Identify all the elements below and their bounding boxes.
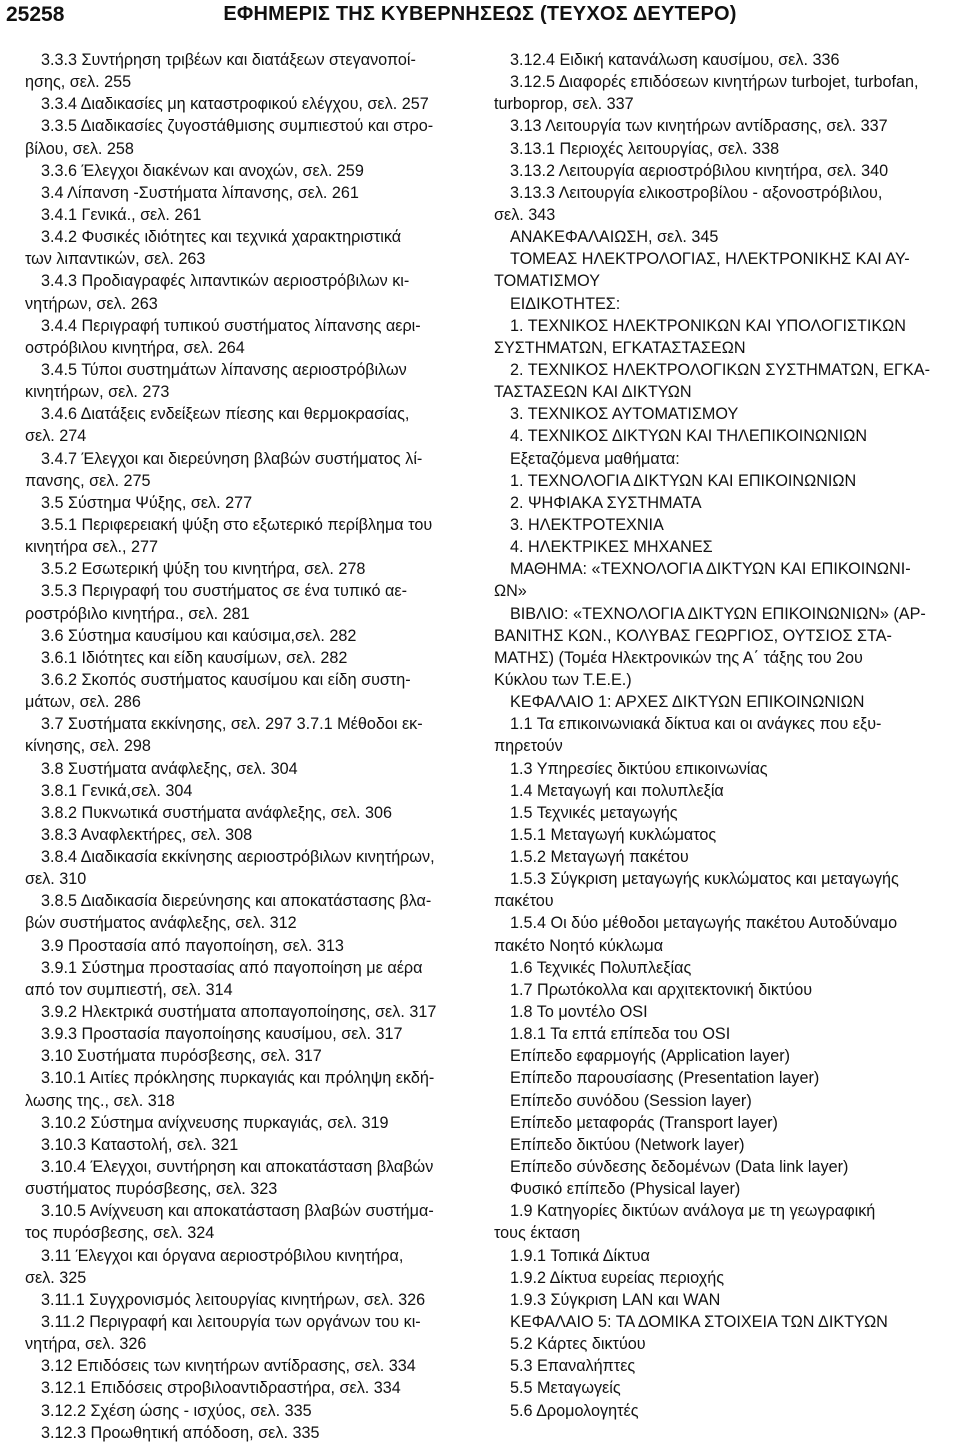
text-line: 3.10 Συστήματα πυρόσβεσης, σελ. 317 (41, 1047, 322, 1066)
text-line: 3.5.1 Περιφερειακή ψύξη στο εξωτερικό περίβλημα του (41, 515, 433, 534)
text-line: ΒΑΝΙΤΗΣ ΚΩΝ., ΚΟΛΥΒΑΣ ΓΕΩΡΓΙΟΣ, ΟΥΤΣΙΟΣ ΣΤΑ- (494, 626, 892, 645)
left-column (25, 49, 466, 1444)
text-line: 3.9.3 Προστασία παγοποίησης καυσίμου, σελ. 317 (41, 1025, 403, 1044)
text-line: συστήματος πυρόσβεσης, σελ. 323 (25, 1180, 278, 1199)
page-header (0, 0, 960, 40)
text-line: ΤΟΜΕΑΣ ΗΛΕΚΤΡΟΛΟΓΙΑΣ, ΗΛΕΚΤΡΟΝΙΚΗΣ ΚΑΙ ΑΥ- (510, 250, 910, 269)
text-line: 3.12.2 Σχέση ώσης - ισχύος, σελ. 335 (41, 1401, 312, 1420)
text-line: πηρετούν (494, 737, 563, 756)
text-line: 3.8.2 Πυκνωτικά συστήματα ανάφλεξης, σελ. 306 (41, 803, 392, 822)
text-line: ροστρόβιλο κινητήρα., σελ. 281 (25, 604, 250, 623)
text-line: βίλου, σελ. 258 (25, 139, 134, 158)
text-line: σελ. 343 (494, 205, 556, 224)
text-line: 3.10.1 Αιτίες πρόκλησης πυρκαγιάς και πρόληψη εκδή- (41, 1069, 435, 1088)
text-line: 2. ΤΕΧΝΙΚΟΣ ΗΛΕΚΤΡΟΛΟΓΙΚΩΝ ΣΥΣΤΗΜΑΤΩΝ, ΕΓΚΑ- (510, 360, 930, 379)
text-line: 3.11 Έλεγχοι και όργανα αεριοστρόβιλου κινητήρα, (41, 1246, 404, 1265)
text-line: 3.12.3 Προωθητική απόδοση, σελ. 335 (41, 1423, 320, 1442)
text-line: οστρόβιλου κινητήρα, σελ. 264 (25, 338, 245, 357)
text-line: 1.5 Τεχνικές μεταγωγής (510, 803, 678, 822)
text-line: 1.5.3 Σύγκριση μεταγωγής κυκλώματος και μεταγωγής (510, 870, 899, 889)
text-line: 3.10.5 Ανίχνευση και αποκατάσταση βλαβών συστήμα- (41, 1202, 434, 1221)
text-line: 3.6.2 Σκοπός συστήματος καυσίμου και είδη συστη- (41, 670, 411, 689)
text-line: ΤΑΣΤΑΣΕΩΝ ΚΑΙ ΔΙΚΤΥΩΝ (494, 383, 692, 402)
text-line: 1.5.1 Μεταγωγή κυκλώματος (510, 825, 717, 844)
text-line: 3.4.5 Τύποι συστημάτων λίπανσης αεριοστρόβιλων (41, 360, 407, 379)
text-line: 3.6 Σύστημα καυσίμου και καύσιμα,σελ. 282 (41, 626, 357, 645)
text-line: 1.9.3 Σύγκριση LAN και WAN (510, 1290, 721, 1309)
text-line: 3.9 Προστασία από παγοποίηση, σελ. 313 (41, 936, 344, 955)
text-line: κίνησης, σελ. 298 (25, 737, 151, 756)
text-line: ΚΕΦΑΛΑΙΟ 5: ΤΑ ΔΟΜΙΚΑ ΣΤΟΙΧΕΙΑ ΤΩΝ ΔΙΚΤΥΩΝ (510, 1313, 888, 1332)
text-line: Εξεταζόμενα μαθήματα: (510, 449, 680, 468)
text-line: των λιπαντικών, σελ. 263 (25, 250, 206, 269)
text-line: 1.1 Τα επικοινωνιακά δίκτυα και οι ανάγκες που εξυ- (510, 715, 882, 734)
text-line: ΜΑΘΗΜΑ: «ΤΕΧΝΟΛΟΓΙΑ ΔΙΚΤΥΩΝ ΚΑΙ ΕΠΙΚΟΙΝΩΝΙ- (510, 560, 911, 579)
text-line: 3.8.5 Διαδικασία διερεύνησης και αποκατάστασης βλα- (41, 892, 432, 911)
text-line: 1.4 Μεταγωγή και πολυπλεξία (510, 781, 724, 800)
text-line: Επίπεδο σύνδεσης δεδομένων (Data link layer) (510, 1158, 849, 1177)
page-number: 25258 (6, 3, 65, 26)
text-line: 3.5 Σύστημα Ψύξης, σελ. 277 (41, 493, 253, 512)
text-line: Επίπεδο δικτύου (Network layer) (510, 1135, 745, 1154)
text-line: πακέτο Νοητό κύκλωμα (494, 936, 664, 955)
text-line: τους έκταση (494, 1224, 581, 1243)
text-line: πακέτου (494, 892, 554, 911)
text-line: 1.9.1 Τοπικά Δίκτυα (510, 1246, 650, 1265)
text-line: 5.5 Μεταγωγείς (510, 1379, 621, 1398)
text-line: ΑΝΑΚΕΦΑΛΑΙΩΣΗ, σελ. 345 (510, 228, 719, 247)
text-line: 3.10.2 Σύστημα ανίχνευσης πυρκαγιάς, σελ. 319 (41, 1113, 389, 1132)
text-line: 1.8.1 Τα επτά επίπεδα του OSI (510, 1025, 731, 1044)
text-line: Επίπεδο εφαρμογής (Application layer) (510, 1047, 791, 1066)
text-line: 3.4.3 Προδιαγραφές λιπαντικών αεριοστρόβιλων κι- (41, 272, 410, 291)
text-line: Επίπεδο συνόδου (Session layer) (510, 1091, 752, 1110)
text-line: 5.6 Δρομολογητές (510, 1401, 639, 1420)
text-line: 3.11.1 Συγχρονισμός λειτουργίας κινητήρων, σελ. 326 (41, 1290, 426, 1309)
text-line: 5.3 Επαναλήπτες (510, 1357, 636, 1376)
text-line: ΚΕΦΑΛΑΙΟ 1: ΑΡΧΕΣ ΔΙΚΤΥΩΝ ΕΠΙΚΟΙΝΩΝΙΩΝ (510, 693, 865, 712)
text-line: 1.9 Κατηγορίες δικτύων ανάλογα με τη γεωγραφική (510, 1202, 876, 1221)
text-line: 3.13.1 Περιοχές λειτουργίας, σελ. 338 (510, 139, 780, 158)
text-line: 3.13.2 Λειτουργία αεριοστρόβιλου κινητήρα, σελ. 340 (510, 161, 889, 180)
text-line: 3.12.5 Διαφορές επιδόσεων κινητήρων turbojet, turbofan, (510, 73, 919, 92)
text-line: 3. ΗΛΕΚΤΡΟΤΕΧΝΙΑ (510, 515, 664, 534)
text-line: 3.10.4 Έλεγχοι, συντήρηση και αποκατάσταση βλαβών (41, 1158, 434, 1177)
text-line: νητήρα, σελ. 326 (25, 1335, 147, 1354)
text-line: 3.5.3 Περιγραφή του συστήματος σε ένα τυπικό αε- (41, 582, 408, 601)
text-line: 3.3.6 Έλεγχοι διακένων και ανοχών, σελ. 259 (41, 161, 364, 180)
text-line: μάτων, σελ. 286 (25, 693, 141, 712)
text-line: 3.8.4 Διαδικασία εκκίνησης αεριοστρόβιλων κινητήρων, (41, 848, 435, 867)
text-line: 1. ΤΕΧΝΙΚΟΣ ΗΛΕΚΤΡΟΝΙΚΩΝ ΚΑΙ ΥΠΟΛΟΓΙΣΤΙΚΩΝ (510, 316, 906, 335)
text-line: βών συστήματος ανάφλεξης, σελ. 312 (25, 914, 297, 933)
text-line: 4. ΤΕΧΝΙΚΟΣ ΔΙΚΤΥΩΝ ΚΑΙ ΤΗΛΕΠΙΚΟΙΝΩΝΙΩΝ (510, 427, 868, 446)
journal-title: ΕΦΗΜΕΡΙΣ ΤΗΣ ΚΥΒΕΡΝΗΣΕΩΣ (ΤΕΥΧΟΣ ΔΕΥΤΕΡΟ) (223, 3, 737, 25)
text-line: Επίπεδο μεταφοράς (Transport layer) (510, 1113, 778, 1132)
text-line: ΩΝ» (494, 582, 527, 601)
text-line: 3.4 Λίπανση -Συστήματα λίπανσης, σελ. 261 (41, 183, 359, 202)
text-line: σελ. 274 (25, 427, 87, 446)
text-line: 3.10.3 Καταστολή, σελ. 321 (41, 1135, 239, 1154)
text-line: Επίπεδο παρουσίασης (Presentation layer) (510, 1069, 820, 1088)
text-line: turboprop, σελ. 337 (494, 95, 634, 114)
text-line: Κύκλου των Τ.Ε.Ε.) (494, 670, 632, 689)
text-line: 1.7 Πρωτόκολλα και αρχιτεκτονική δικτύου (510, 980, 813, 999)
text-line: 3.3.3 Συντήρηση τριβέων και διατάξεων στεγανοποί- (41, 51, 416, 69)
text-line: σελ. 325 (25, 1268, 87, 1287)
text-line: 3.13.3 Λειτουργία ελικοστροβίλου - αξονοστρόβιλου, (510, 183, 883, 202)
text-line: ΤΟΜΑΤΙΣΜΟΥ (494, 272, 601, 291)
text-line: 3.3.4 Διαδικασίες μη καταστροφικού ελέγχου, σελ. 257 (41, 95, 429, 114)
text-line: 1.8 Το μοντέλο OSI (510, 1003, 648, 1022)
text-line: τος πυρόσβεσης, σελ. 324 (25, 1224, 215, 1243)
text-line: 3.4.1 Γενικά., σελ. 261 (41, 205, 202, 224)
text-line: 3.3.5 Διαδικασίες ζυγοστάθμισης συμπιεστού και στρο- (41, 117, 434, 136)
text-line: 3.4.4 Περιγραφή τυπικού συστήματος λίπανσης αερι- (41, 316, 421, 335)
text-line: κινητήρων, σελ. 273 (25, 383, 170, 402)
text-line: 3.7 Συστήματα εκκίνησης, σελ. 297 3.7.1 Μέθοδοι εκ- (41, 715, 423, 734)
text-line: 3.4.7 Έλεγχοι και διερεύνηση βλαβών συστήματος λί- (41, 449, 423, 468)
text-line: από τον συμπιεστή, σελ. 314 (25, 980, 233, 999)
text-line: 3. ΤΕΧΝΙΚΟΣ ΑΥΤΟΜΑΤΙΣΜΟΥ (510, 405, 739, 424)
text-line: ησης, σελ. 255 (25, 73, 132, 92)
text-line: 3.12 Επιδόσεις των κινητήρων αντίδρασης, σελ. 334 (41, 1357, 416, 1376)
text-line: ΜΑΤΗΣ) (Τομέα Ηλεκτρονικών της Α΄ τάξης του 2ου (494, 648, 863, 667)
text-line: 1. ΤΕΧΝΟΛΟΓΙΑ ΔΙΚΤΥΩΝ ΚΑΙ ΕΠΙΚΟΙΝΩΝΙΩΝ (510, 471, 857, 490)
text-line: 1.5.4 Οι δύο μέθοδοι μεταγωγής πακέτου Αυτοδύναμο (510, 914, 898, 933)
text-line: 2. ΨΗΦΙΑΚΑ ΣΥΣΤΗΜΑΤΑ (510, 493, 702, 512)
text-line: κινητήρα σελ., 277 (25, 538, 159, 557)
text-line: πανσης, σελ. 275 (25, 471, 151, 490)
text-line: 1.9.2 Δίκτυα ευρείας περιοχής (510, 1268, 725, 1287)
text-line: 3.12.1 Επιδόσεις στροβιλοαντιδραστήρα, σελ. 334 (41, 1379, 401, 1398)
text-line: 3.12.4 Ειδική κατανάλωση καυσίμου, σελ. 336 (510, 51, 840, 69)
text-line: 3.9.1 Σύστημα προστασίας από παγοποίηση με αέρα (41, 958, 423, 977)
text-line: 3.5.2 Εσωτερική ψύξη του κινητήρα, σελ. 278 (41, 560, 366, 579)
text-line: 4. ΗΛΕΚΤΡΙΚΕΣ ΜΗΧΑΝΕΣ (510, 538, 713, 557)
text-line: 3.11.2 Περιγραφή και λειτουργία των οργάνων του κι- (41, 1313, 421, 1332)
text-line: 3.13 Λειτουργία των κινητήρων αντίδρασης, σελ. 337 (510, 117, 888, 136)
text-line: 3.6.1 Ιδιότητες και είδη καυσίμων, σελ. 282 (41, 648, 348, 667)
text-line: 1.6 Τεχνικές Πολυπλεξίας (510, 958, 692, 977)
text-line: 3.4.2 Φυσικές ιδιότητες και τεχνικά χαρακτηριστικά (41, 228, 402, 247)
text-line: 3.8.1 Γενικά,σελ. 304 (41, 781, 193, 800)
text-line: 3.9.2 Ηλεκτρικά συστήματα αποπαγοποίησης, σελ. 317 (41, 1003, 437, 1022)
text-line: σελ. 310 (25, 870, 87, 889)
text-line: ΣΥΣΤΗΜΑΤΩΝ, ΕΓΚΑΤΑΣΤΑΣΕΩΝ (494, 338, 746, 357)
text-line: 3.8 Συστήματα ανάφλεξης, σελ. 304 (41, 759, 298, 778)
text-line: νητήρων, σελ. 263 (25, 294, 158, 313)
text-line: 3.4.6 Διατάξεις ενδείξεων πίεσης και θερμοκρασίας, (41, 405, 410, 424)
text-line: ΒΙΒΛΙΟ: «ΤΕΧΝΟΛΟΓΙΑ ΔΙΚΤΥΩΝ ΕΠΙΚΟΙΝΩΝΙΩΝ» (ΑΡ- (510, 604, 926, 623)
text-line: 1.3 Υπηρεσίες δικτύου επικοινωνίας (510, 759, 768, 778)
text-line: ΕΙΔΙΚΟΤΗΤΕΣ: (510, 294, 621, 313)
text-line: λωσης της., σελ. 318 (25, 1091, 175, 1110)
right-column (494, 49, 930, 1422)
text-line: 3.8.3 Αναφλεκτήρες, σελ. 308 (41, 825, 253, 844)
text-line: 5.2 Κάρτες δικτύου (510, 1335, 646, 1354)
text-line: Φυσικό επίπεδο (Physical layer) (510, 1180, 741, 1199)
text-line: 1.5.2 Μεταγωγή πακέτου (510, 848, 689, 867)
